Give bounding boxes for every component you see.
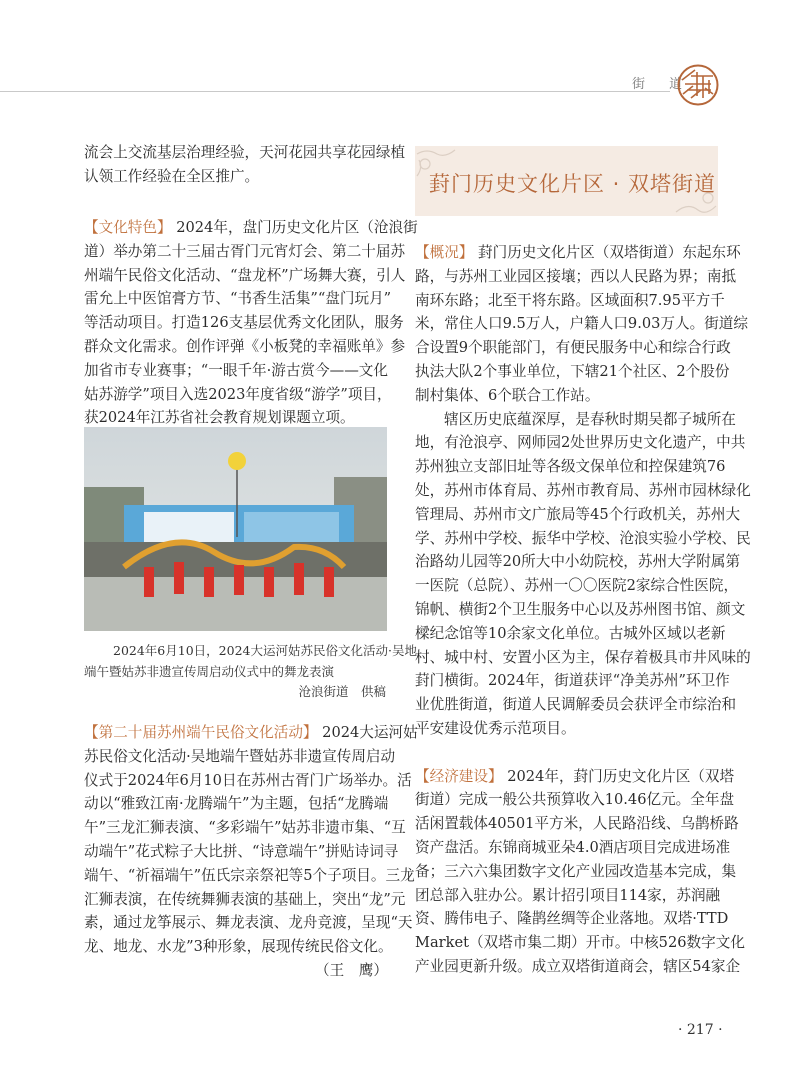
text-line: 管理局、苏州市文广旅局等45个行政机关，苏州大: [415, 505, 741, 523]
text-line: 南环东路；北至干将东路。区域面积7.95平方千: [415, 291, 725, 309]
text-line: 动以“雅致江南·龙腾端午”为主题，包括“龙腾端: [84, 795, 389, 813]
overview-section: [415, 241, 751, 979]
text-line: 群众文化需求。创作评弹《小板凳的幸福账单》参: [84, 337, 406, 355]
text-line: 仪式于2024年6月10日在苏州古胥门广场举办。活: [84, 771, 412, 789]
section-label: 【第二十届苏州端午民俗文化活动】: [84, 724, 318, 741]
photo-caption: [84, 641, 417, 703]
caption-line: 2024年6月10日，2024大运河姑苏民俗文化活动·吴地: [113, 643, 417, 658]
page-number: · 217 ·: [678, 1022, 723, 1038]
text-line: 资产盘活。东锦商城亚朵4.0酒店项目完成进场准: [415, 838, 731, 856]
dragon-dance-photo: [84, 427, 387, 631]
text-line: 处，苏州市体育局、苏州市教育局、苏州市园林绿化: [415, 481, 751, 499]
text-line: 平安建设优秀示范项目。: [415, 719, 576, 737]
text-line: 锦帆、横街2个卫生服务中心以及苏州图书馆、颜文: [415, 600, 746, 618]
text-line: 龙、地龙、水龙”3种形象，展现传统民俗文化。: [84, 938, 393, 956]
section-label: 【经济建设】: [415, 767, 503, 785]
text-line: Market（双塔市集二期）开市。中核526数字文化: [415, 934, 745, 952]
text-line: 街道）完成一般公共预算收入10.46亿元。全年盘: [415, 791, 735, 809]
text-line: 道）举办第二十三届古胥门元宵灯会、第二十届苏: [84, 242, 406, 260]
text-line: 姑苏游学”项目入选2023年度省级“游学”项目，: [84, 385, 392, 403]
text-line: 动端午”花式粽子大比拼、“诗意端午”拼贴诗词寻: [84, 842, 399, 860]
caption-line: 端午暨姑苏非遗宣传周启动仪式中的舞龙表演: [84, 663, 335, 679]
text-line: 米，常住人口9.5万人，户籍人口9.03万人。街道综: [415, 315, 748, 333]
header-rule: [0, 91, 670, 92]
culture-section: [84, 216, 418, 430]
text-line: 雷允上中医馆膏方节、“书香生活集”“盘门玩月”: [84, 290, 392, 308]
text-line: 素，通过龙筝展示、舞龙表演、龙舟竞渡，呈现“天: [84, 914, 413, 932]
photo-credit: 沧浪街道 供稿: [298, 684, 386, 699]
text-line: 学、苏州中学校、振华中学校、沧浪实验小学校、民: [415, 529, 751, 547]
text-line: 辖区历史底蕴深厚，是春秋时期吴都子城所在: [444, 410, 736, 428]
blank-line: [415, 741, 719, 765]
section-title-banner: [415, 146, 718, 216]
text-line: 执法大队2个事业单位，下辖21个社区、2个股份: [415, 362, 730, 380]
text-line: 樑纪念馆等10余家文化单位。古城外区域以老新: [415, 624, 726, 642]
text-line: 州端午民俗文化活动、“盘龙杯”广场舞大赛，引人: [84, 266, 406, 284]
text-line: 路，与苏州工业园区接壤；西以人民路为界；南抵: [415, 267, 737, 285]
text-line: 一医院（总院）、苏州一〇〇医院2家综合性医院，: [415, 577, 739, 595]
text-line: 制村集体、6个联合工作站。: [415, 386, 600, 404]
text-line: 认领工作经验在全区推广。: [84, 167, 260, 185]
text-line: 苏民俗文化活动·吴地端午暨姑苏非遗宣传周启动: [84, 747, 396, 765]
text-line: [415, 241, 741, 265]
text-line: 地，有沧浪亭、网师园2处世界历史文化遗产，中共: [415, 434, 746, 452]
intro-paragraph: [84, 141, 406, 189]
text-line: 午”三龙汇狮表演、“多彩端午”姑苏非遗市集、“互: [84, 819, 406, 837]
text-line: [84, 216, 418, 240]
text-run: 2024大运河姑: [317, 724, 418, 741]
text-line: 团总部入驻办公。累计招引项目114家，苏润融: [415, 886, 721, 904]
text-line: 获2024年江苏省社会教育规划课题立项。: [84, 409, 355, 427]
text-line: 村、城中村、安置小区为主，保存着极具市井风味的: [415, 648, 751, 666]
text-line: [84, 721, 418, 745]
text-run: 2024年，盘门历史文化片区（沧浪街: [171, 219, 418, 236]
text-line: 端午、“祈福端午”伍氏宗亲祭祀等5个子项目。三龙: [84, 866, 415, 884]
text-line: 治路幼儿园等20所大中小幼院校，苏州大学附属第: [415, 553, 741, 571]
text-line: [415, 765, 735, 789]
text-line: 资、腾伟电子、隆鹊丝绸等企业落地。双塔·TTD: [415, 910, 729, 928]
dragon-boat-section: [84, 721, 418, 983]
text-line: 备；三六六集团数字文化产业园改造基本完成，集: [415, 862, 737, 880]
street-logo-icon: [677, 64, 719, 106]
text-line: 活闲置载体40501平方米，人民路沿线、乌鹊桥路: [415, 815, 739, 833]
section-label: 【文化特色】: [84, 219, 172, 236]
text-line: 葑门横街。2024年，街道获评“净美苏州”环卫作: [415, 672, 730, 690]
text-run: 2024年，葑门历史文化片区（双塔: [502, 767, 735, 785]
text-line: 苏州独立支部旧址等各级文保单位和控保建筑76: [415, 458, 726, 476]
section-label: 【概况】: [415, 244, 474, 261]
text-run: 葑门历史文化片区（双塔街道）东起东环: [473, 244, 741, 261]
text-line: 产业园更新升级。成立双塔街道商会，辖区54家企: [415, 957, 741, 975]
text-line: 等活动项目。打造126支基层优秀文化团队，服务: [84, 314, 404, 332]
author: （王 鹰）: [315, 961, 388, 979]
text-line: 加省市专业赛事；“一眼千年·游古赏今——文化: [84, 361, 388, 379]
text-line: 流会上交流基层治理经验，天河花园共享花园绿植: [84, 144, 406, 161]
running-header: 街 道: [632, 77, 693, 92]
text-line: 业优胜街道，街道人民调解委员会获评全市综治和: [415, 696, 737, 714]
text-line: 汇狮表演，在传统舞狮表演的基础上，突出“龙”元: [84, 890, 406, 908]
section-title: 葑门历史文化片区 · 双塔街道: [429, 172, 717, 196]
text-line: 合设置9个职能部门，有便民服务中心和综合行政: [415, 339, 731, 357]
